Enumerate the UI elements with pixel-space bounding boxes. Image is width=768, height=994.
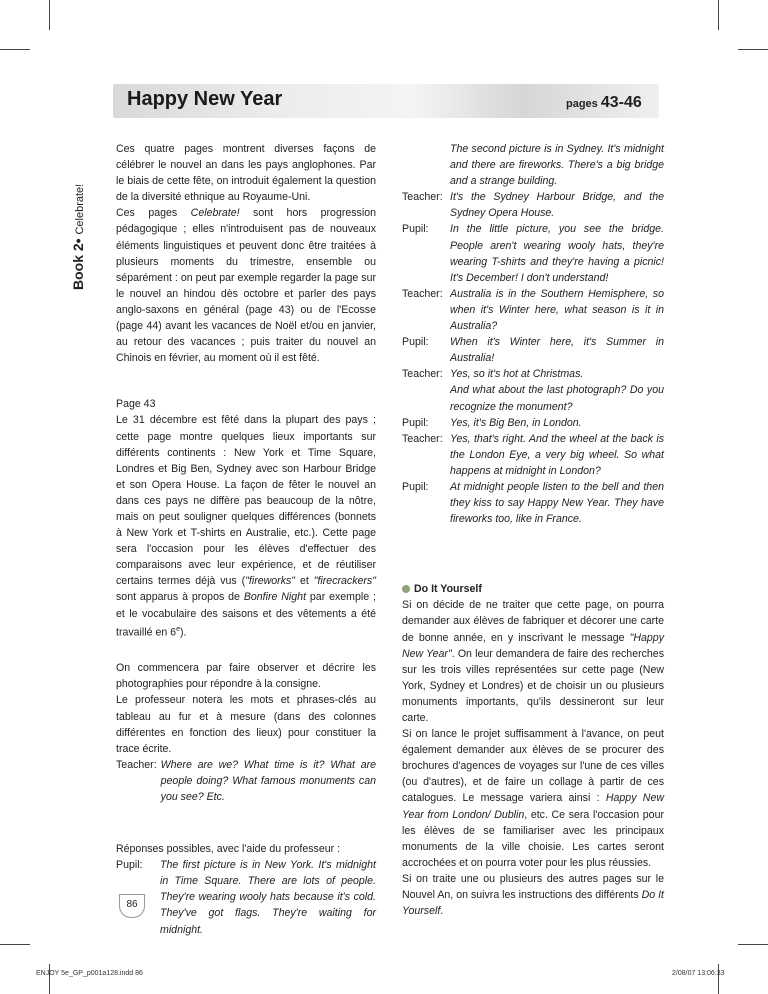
page-title: Happy New Year <box>127 88 283 110</box>
observe-paragraph-2: Le professeur notera les mots et phrases-clés au tableau au fur et à mesure (dans des colonnes différentes en fonction des lieux) pour constituer la trace écrite. <box>116 694 376 755</box>
file-info: ENJOY 5e_GP_p001a128.indd 86 <box>36 970 143 977</box>
intro-paragraph-1: Ces quatre pages montrent diverses façons de célébrer le nouvel an dans les pays anglophones. Par le biais de cette fête, on introduit également la question de la diversité ethnique au Royaume-Uni. <box>116 143 376 204</box>
diy-heading: Do It Yourself <box>402 581 664 597</box>
crop-mark <box>718 964 719 994</box>
dialogue-line: Teacher: Australia is in the Southern Hemisphere, so when it's Winter here, what season is it in Australia? <box>402 287 664 333</box>
pupil-answer-1: Pupil: The first picture is in New York. It's midnight in Time Square. There are lots of people. They're wearing wooly hats because it's cold. They've got flags. They're waiting for midnight. <box>116 859 376 936</box>
diy-paragraph-2: Si on lance le projet suffisamment à l'avance, on peut également demander aux élèves de se procurer des brochures d'agences de voyages sur l'une de ces villes (ou d'autres), et de faire un collage à partir de ces catalogues. Le message variera ainsi : Happy New Year from London/ Dublin, etc. Ce sera l'occasion pour les élèves de se familiariser avec les principaux monuments de la ville choisie. Les cartes seront accrochées et on pourra voter pour les plus réussies. <box>402 728 664 869</box>
crop-mark <box>738 49 768 50</box>
spine-book: Book 2• <box>70 238 86 290</box>
dialogue-line: Pupil: At midnight people listen to the bell and then they kiss to say Happy New Year. They have fireworks too, like in France. <box>402 480 664 526</box>
spine-section: Celebrate! <box>74 183 86 235</box>
dialogue-line: Teacher: Yes, that's right. And the wheel at the back is the London Eye, a very big wheel. So what happens at midnight in London? <box>402 432 664 477</box>
dialogue-line: Teacher: It's the Sydney Harbour Bridge, and the Sydney Opera House. <box>402 191 664 220</box>
print-date: 2/08/07 13:06:33 <box>672 970 725 977</box>
dialogue-line: Teacher: Yes, so it's hot at Christmas. <box>402 368 584 381</box>
crop-mark <box>49 0 50 30</box>
dialogue-line: Pupil: Yes, it's Big Ben, in London. <box>402 416 582 429</box>
crop-mark <box>49 964 50 994</box>
crop-mark <box>718 0 719 30</box>
intro-paragraph-2: Ces pages Celebrate! sont hors progression pédagogique ; elles n'introduisent pas de nouveaux éléments linguistiques et peuvent donc être traitées à plusieurs moments du trimestre, ensemble ou séparément : on peut par exemple regarder la page sur le nouvel an hindou dès octobre et parler des pays anglo-saxons en général (page 43) ou de l'Ecosse (page 44) avant les vacances de Noël et/ou en janvier, au retour des vacances ; puis traiter du nouvel an Chinois en février, au moment où il est fêté. <box>116 207 376 365</box>
diy-paragraph-1: Si on décide de ne traiter que cette page, on pourra demander aux élèves de fabriquer et décorer une carte de bonne année, en y inscrivant le message "Happy New Year". On leur demandera de faire des recherches sur les trois villes représentées sur cette page (New York, Sydney et Londres) et de choisir un ou plusieurs monuments importants, qu'ils dessineront sur leur carte. <box>402 599 664 724</box>
crop-mark <box>738 944 768 945</box>
crop-mark <box>0 49 30 50</box>
page43-paragraph: Le 31 décembre est fêté dans la plupart des pays ; cette page montre quelques lieux importants sur différents continents : New York et Time Square, Londres et Big Ben, Sydney avec son Harbour Bridge et son Opera House. La façon de fêter le nouvel an dans ces pays ne diffère pas beaucoup de la nôtre, mais on peut souligner quelques différences (bonnets à New York et T-shirts en Australie, etc.). Cette page sera l'occasion pour les élèves d'effectuer des comparaisons avec leur expérience, et de réutiliser certains termes déjà vus ("fireworks" et "firecrackers" sont apparus à propos de Bonfire Night par exemple ; et le vocabulaire des saisons et des vêtements a été travaillé en 6e). <box>116 414 376 639</box>
page-range <box>566 94 642 112</box>
dialogue-continued: The second picture is in Sydney. It's midnight and there are fireworks. There's a big bridge and a strange building. <box>450 143 664 188</box>
teacher-question: Teacher: Where are we? What time is it? What are people doing? What famous monuments can you see? Etc. <box>116 758 376 803</box>
page-number: 86 <box>119 894 145 918</box>
bullet-icon <box>402 585 410 593</box>
observe-paragraph-1: On commencera par faire observer et décrire les photographies pour répondre à la consigne. <box>116 662 376 691</box>
crop-mark <box>0 944 30 945</box>
pages-range: 43-46 <box>600 94 642 111</box>
pages-label: pages <box>566 98 598 110</box>
section-title-page43: Page 43 <box>116 398 156 411</box>
dialogue-line: Pupil: When it's Winter here, it's Summer in Australia! <box>402 336 664 365</box>
right-column <box>402 141 664 919</box>
dialogue-line: Pupil: In the little picture, you see the bridge. People aren't wearing wooly hats, they're wearing T-shirts and they're having a picnic! It's December! I don't understand! <box>402 223 664 284</box>
answers-intro: Réponses possibles, avec l'aide du professeur : <box>116 843 341 856</box>
diy-paragraph-3: Si on traite une ou plusieurs des autres pages sur le Nouvel An, on suivra les instructions des différents Do It Yourself. <box>402 872 664 918</box>
left-column <box>116 141 376 938</box>
dialogue-continued: And what about the last photograph? Do you recognize the monument? <box>450 384 664 413</box>
